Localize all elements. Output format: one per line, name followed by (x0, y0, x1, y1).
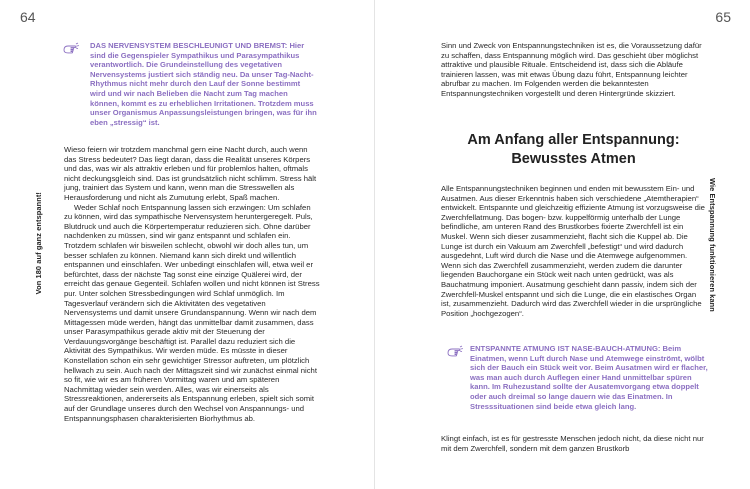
left-body (64, 145, 320, 423)
running-title-right: Wie Entspannung funktionieren kann (708, 178, 717, 312)
tip-body: Hier sind die Gegenspieler Sympathikus und Parasympathikus verantwortlich. Die Grundeinstellung des vegetativen Nervensystems justiert sich ständig neu. Da unser Tag-Nacht-Rhythmus nicht mehr durch den Lauf der Sonne bestimmt wird und wir nach Belieben die Nacht zum Tag machen können, kommt es zu erheblichen Irritationen. Trotzdem muss unser Organismus Anpassungsleistungen bringen, was für ihn eben „stressig“ ist. (90, 41, 317, 127)
tip-text (62, 41, 317, 127)
tip-heading: DAS NERVENSYSTEM BESCHLEUNIGT UND BREMST: (90, 41, 288, 50)
intro-paragraph: Sinn und Zweck von Entspannungstechniken ist es, die Voraussetzung dafür zu schaffen, dass Entspannung möglich wird. Das geschieht über möglichst attraktive und plausible Rituale. Entscheidend ist, dass sich die Abläufe trainieren lassen, was mit etwas Übung dazu führt, Entspannung leichter abrufbar zu machen. Im Folgenden werden die bekanntesten Entspannungstechniken vorgestellt und deren Hintergründe skizziert. (441, 41, 702, 98)
page-number-right: 65 (715, 9, 731, 25)
running-title-left: Von 180 auf ganz entspannt! (34, 192, 43, 295)
tip-box-breathing (446, 344, 708, 411)
paragraph: Wieso feiern wir trotzdem manchmal gern eine Nacht durch, auch wenn das Stress bedeutet? Das liegt daran, dass die Realität unseres Körpers und das, was wir als attraktiv erleben und für problemlos halten, oftmals nicht deckungsgleich sind. Das ist grundsätzlich nicht schlimm. Stress hält jung, trainiert das System und kann, wenn man die Stresswellen als Herausforderung und nicht als Zumutung erlebt, Spaß machen. (64, 145, 317, 202)
paragraph: Weder Schlaf noch Entspannung lassen sich erzwingen: Um schlafen zu können, wird das sympathische Nervensystem heruntergeregelt. Puls, Blutdruck und auch die Körpertemperatur reduzieren sich. Ohne darüber nachdenken zu müssen, sind wir ganz entspannt und schlafen ein. Trotzdem schlafen wir bisweilen schlecht, obwohl wir doch alles tun, um besser schlafen zu können. Niemand kann sich direkt und willentlich entspannen und einschlafen. Wer unbedingt einschlafen will, etwa weil er befürchtet, dass der nächste Tag sonst eine einzige Quälerei wird, der erreicht das genaue Gegenteil. Schlafen wollen und nicht können ist Stress pur. Unter solchen Stressbedingungen wird Schlaf unmöglich. Im Tagesverlauf verändern sich die Aktivitäten des vegetativen Nervensystems und damit unsere Grundanspannung. Wenn wir nach dem Mittagessen müde werden, hängt das unmittelbar damit zusammen, dass unser Parasympathikus gerade aktiv mit der Steuerung der Verdauungsvorgänge beschäftigt ist. Parallel dazu reduziert sich die Aktivität des Sympathikus. Wir werden müde. Es müsste in dieser Konstellation schon ein sehr gewichtiger Stressor auftreten, um plötzlich hellwach zu sein. Auch nach der Mittagszeit sind wir zunächst einmal nicht so fit, wie wir es am früheren Vormittag waren und am späteren Nachmittag wieder sein werden. Alles, was wir einerseits als Stressreaktionen, andererseits als Entspannung erleben, spielt sich somit auf der Grundlage unseres durch den Wechsel von Anspannungs- und Entspannungsphasen charakterisierten Biorhythmus ab. (64, 202, 320, 423)
section-heading (441, 131, 706, 169)
tip-heading: ENTSPANNTE ATMUNG IST NASE-BAUCH-ATMUNG: (470, 344, 661, 353)
heading-line-2: Bewusstes Atmen (511, 151, 636, 167)
hand-pointing-icon (446, 345, 464, 359)
heading-line-1: Am Anfang aller Entspannung: (467, 132, 680, 148)
page-number-left: 64 (20, 9, 36, 25)
tip-body: Beim Einatmen, wenn Luft durch Nase und Atemwege einströmt, wölbt sich der Bauch ein Stück weit vor. Beim Ausatmen wird er flacher, was man auch durch Auflegen einer Hand unmittelbar spüren kann. Im Ruhezustand sollte der Ausatemvorgang etwa doppelt oder auch dreimal so lange dauern wie das Einatmen. In Stresssituationen sind beide etwa gleich lang. (470, 344, 708, 411)
hand-pointing-icon (62, 42, 80, 56)
closing-paragraph: Klingt einfach, ist es für gestresste Menschen jedoch nicht, da diese nicht nur mit dem Zwerchfell, sondern mit dem ganzen Brustkorb (441, 434, 704, 453)
breathing-paragraph: Alle Entspannungstechniken beginnen und enden mit bewusstem Ein- und Ausatmen. Aus dieser Erkenntnis haben sich verschiedene „Atemtherapien“ entwickelt. Entspannte und gleichzeitig effiziente Atmung ist vorzugsweise die Zwerchfellatmung. Das bogen- bzw. kuppelförmig unterhalb der Lunge befindliche, am unteren Rand des Brustkorbes fixierte Zwerchfell ist ein Muskel. Wenn sich dieser zusammenzieht, flacht sich die Kuppel ab. Die Lunge ist durch ein Vakuum am Zwerchfell „befestigt“ und wird dadurch ausgedehnt, Luft wird durch die Nase und die Atemwege aufgenommen. Wenn sich das Zwerchfell zusammenzieht, werden zudem die darunter liegenden Bauchorgane ein Stück weit nach unten gedrückt, was als Bauchatmung imponiert. Ausatmung geschieht dann passiv, indem sich der Zwerchfell-Muskel entspannt und sich die Lunge, die ein elastisches Organ ist, zusammenzieht. Dadurch wird das Zwerchfell wieder in die ursprüngliche Position „hochgezogen“. (441, 184, 705, 318)
tip-box-nervous-system (62, 41, 317, 127)
tip-text (446, 344, 708, 411)
